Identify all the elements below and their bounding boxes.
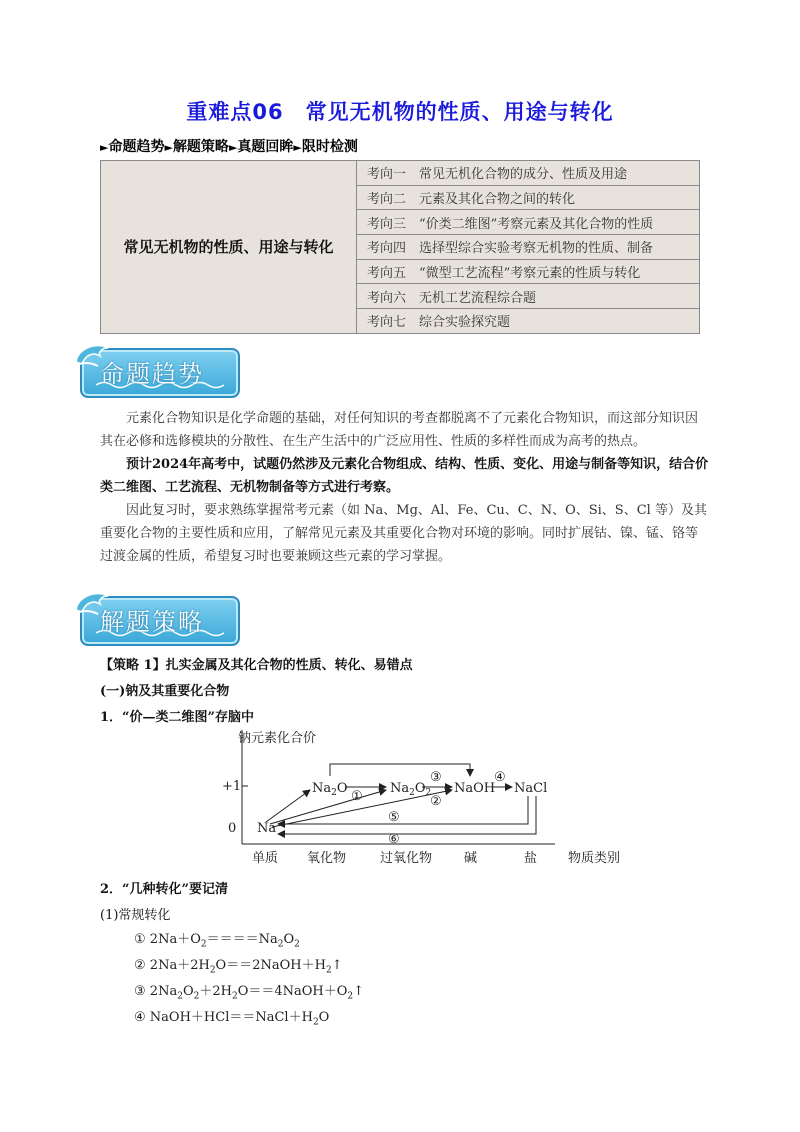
valence-class-diagram: [220, 724, 620, 870]
y-tick: +1: [222, 779, 242, 794]
paragraph: 预计2024年高考中，试题仍然涉及元素化合物组成、结构、性质、变化、用途与制备等知识，结合价类二维图、工艺流程、无机物制备等方式进行考察。: [100, 457, 709, 495]
node-naoh: NaOH: [454, 781, 496, 796]
equation-line: [134, 954, 343, 976]
section-header-strategy: [72, 588, 236, 646]
equation-text: $2Na_2O_2+2H_2O==4NaOH+O_2↑$: [149, 984, 365, 1002]
item-heading: 2．“几种转化”要记清: [100, 882, 229, 897]
x-tick: 过氧化物: [380, 851, 433, 866]
arrow-label: ③: [430, 770, 442, 785]
x-tick: 碱: [464, 851, 478, 866]
subsection-heading: (1)常规转化: [100, 908, 171, 923]
x-tick: 盐: [524, 851, 538, 866]
equation-number: ③: [134, 984, 150, 999]
equation-number: ②: [134, 958, 150, 973]
table-cell: 考向三 “价类二维图”考察元素及其化合物的性质: [357, 210, 700, 235]
node-na: Na: [257, 821, 277, 836]
equation-text: $2Na+2H_2O==2NaOH+H_2↑$: [149, 958, 343, 976]
section-label: 解题策略: [100, 608, 204, 636]
section-header-trend: [72, 340, 236, 398]
node-na2o: $Na_2O$: [312, 781, 348, 798]
equation-line: [134, 980, 364, 1002]
arrow-label: ⑥: [388, 832, 400, 847]
arrow-label: ④: [494, 770, 506, 785]
arrow-label: ⑤: [388, 810, 400, 825]
equation-line: [134, 1006, 329, 1028]
arrow-label: ①: [351, 789, 363, 804]
equation-text: $NaOH+HCl==NaCl+H_2O$: [149, 1010, 330, 1028]
paragraph: 因此复习时，要求熟练掌握常考元素（如 Na、Mg、Al、Fe、Cu、C、N、O、Si、S、Cl 等）及其重要化合物的主要性质和应用，了解常见元素及其重要化合物对环境的影响。同时扩展钴、镍、锰、铬等过渡金属的性质，希望复习时也要兼顾这些元素的学习掌握。: [100, 503, 707, 564]
table-cell: 考向七 综合实验探究题: [357, 309, 700, 334]
node-nacl: NaCl: [514, 781, 548, 796]
table-cell: 考向六 无机工艺流程综合题: [357, 284, 700, 309]
table-row: [101, 161, 700, 186]
nav-item-review[interactable]: 真题回眸: [237, 139, 294, 155]
table-cell: 考向四 选择型综合实验考察无机物的性质、制备: [357, 235, 700, 260]
node-na2o2: $Na_2O_2$: [390, 781, 432, 798]
trend-paragraphs: [100, 407, 710, 568]
equation-text: $2Na+O_2====Na_2O_2$: [149, 932, 300, 950]
x-axis-label: 物质类别: [568, 851, 620, 866]
x-tick: 单质: [252, 851, 279, 866]
x-tick: 氧化物: [307, 851, 347, 866]
item-heading: 1．“价—类二维图”存脑中: [100, 710, 255, 725]
table-cell: 考向五 “微型工艺流程”考察元素的性质与转化: [357, 259, 700, 284]
arrow-na2o-naoh: [330, 764, 470, 776]
nav-item-trend[interactable]: 命题趋势: [108, 139, 165, 155]
paragraph: 元素化合物知识是化学命题的基础，对任何知识的考查都脱离不了元素化合物知识，而这部分知识因其在必修和选修模块的分散性、在生产生活中的广泛应用性、性质的多样性而成为高考的热点。: [100, 411, 699, 449]
equation-number: ④: [134, 1010, 150, 1025]
nav-item-test[interactable]: 限时检测: [301, 139, 358, 155]
page-title: 重难点06 常见无机物的性质、用途与转化: [186, 100, 614, 124]
nav-item-strategy[interactable]: 解题策略: [172, 139, 229, 155]
arrow-label: ②: [430, 794, 442, 809]
topic-table: [100, 160, 700, 334]
table-cell: 考向一 常见无机化合物的成分、性质及用途: [357, 161, 700, 186]
strategy-heading: 【策略 1】扎实金属及其化合物的性质、转化、易错点: [100, 658, 413, 673]
table-topic: 常见无机物的性质、用途与转化: [101, 161, 357, 334]
section-nav: ►命题趋势►解题策略►真题回眸►限时检测: [100, 139, 358, 155]
equation-line: [134, 928, 300, 950]
subsection-heading: (一)钠及其重要化合物: [100, 684, 230, 699]
arrow-na-na2o: [266, 790, 310, 822]
y-axis-label: 钠元素化合价: [238, 731, 317, 746]
table-cell: 考向二 元素及其化合物之间的转化: [357, 185, 700, 210]
arrow-nacl-na-6: [278, 796, 536, 834]
equation-number: ①: [134, 932, 150, 947]
y-tick: 0: [228, 821, 237, 836]
nav-arrow: ►: [100, 141, 109, 154]
section-label: 命题趋势: [100, 360, 204, 388]
